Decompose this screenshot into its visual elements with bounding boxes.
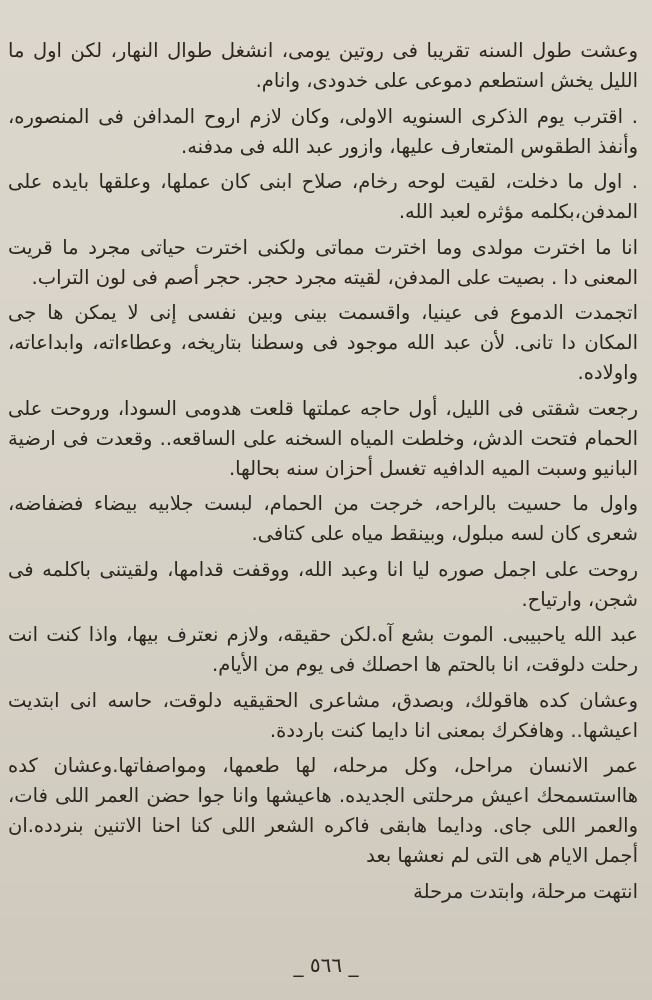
paragraph: انا ما اخترت مولدى وما اخترت مماتى ولكنى اخترت حياتى مجرد ما قريت المعنى دا . بصيت على المدفن، لقيته مجرد حجر. حجر أصم فى لون التراب. bbox=[8, 235, 638, 289]
paragraph: وعشت طول السنه تقريبا فى روتين يومى، انشغل طوال النهار، لكن اول ما الليل يخش استطعم دموعى على خدودى، وانام. bbox=[8, 39, 638, 92]
paragraph: وعشان كده هاقولك، وبصدق، مشاعرى الحقيقيه دلوقت، حاسه انى ابتديت اعيشها.. وهافكرك بمعنى انا دايما كنت بارددة. bbox=[8, 688, 638, 742]
page-number: _ ٥٦٦ _ bbox=[293, 953, 359, 977]
body-text bbox=[8, 36, 638, 907]
paragraph: عبد الله ياحبيبى. الموت بشع آه.لكن حقيقه، ولازم نعترف بيها، واذا كنت انت رحلت دلوقت، انا بالحتم ها احصلك فى يوم من الأيام. bbox=[8, 623, 638, 676]
paragraph: اتجمدت الدموع فى عينيا، واقسمت بينى وبين نفسى إنى لا يمكن ها جى المكان دا تانى. لأن عبد الله موجود فى وسطنا بتاريخه، وعطاءاته، وابداعاته، واولاده. bbox=[8, 301, 638, 384]
paragraph: . اقترب يوم الذكرى السنويه الاولى، وكان لازم اروح المدافن فى المنصوره، وأنفذ الطقوس المتعارف عليها، وازور عبد الله فى مدفنه. bbox=[8, 104, 638, 158]
paragraph: روحت على اجمل صوره ليا انا وعبد الله، ووقفت قدامها، ولقيتنى باكلمه فى شجن، وارتياح. bbox=[8, 557, 638, 611]
paragraph: . اول ما دخلت، لقيت لوحه رخام، صلاح ابنى كان عملها، وعلقها بايده على المدفن،بكلمه مؤثره لعبد الله. bbox=[8, 170, 638, 223]
paragraph: عمر الانسان مراحل، وكل مرحله، لها طعمها، ومواصفاتها.وعشان كده هااستسمحك اعيش مرحلتى الجديده. هاعيشها وانا جوا حضن العمر اللى فات، والعمر اللى جاى. ودايما هابقى فاكره الشعر اللى كنا احنا الاتنين بنردده.ان أجمل الايام هى التى لم نعشها بعد bbox=[8, 754, 638, 867]
paragraph: واول ما حسيت بالراحه، خرجت من الحمام، لبست جلابيه بيضاء فضفاضه، شعرى كان لسه مبلول، وبينقط مياه على كتافى. bbox=[8, 492, 638, 545]
closing-line: انتهت مرحلة، وابتدت مرحلة bbox=[413, 879, 638, 903]
paragraph: رجعت شقتى فى الليل، أول حاجه عملتها قلعت هدومى السودا، وروحت على الحمام فتحت الدش، وخلطت المياه السخنه على الساقعه.. وقعدت فى ارضية البانيو وسبت الميه الدافيه تغسل أحزان سنه بحالها. bbox=[8, 396, 638, 480]
